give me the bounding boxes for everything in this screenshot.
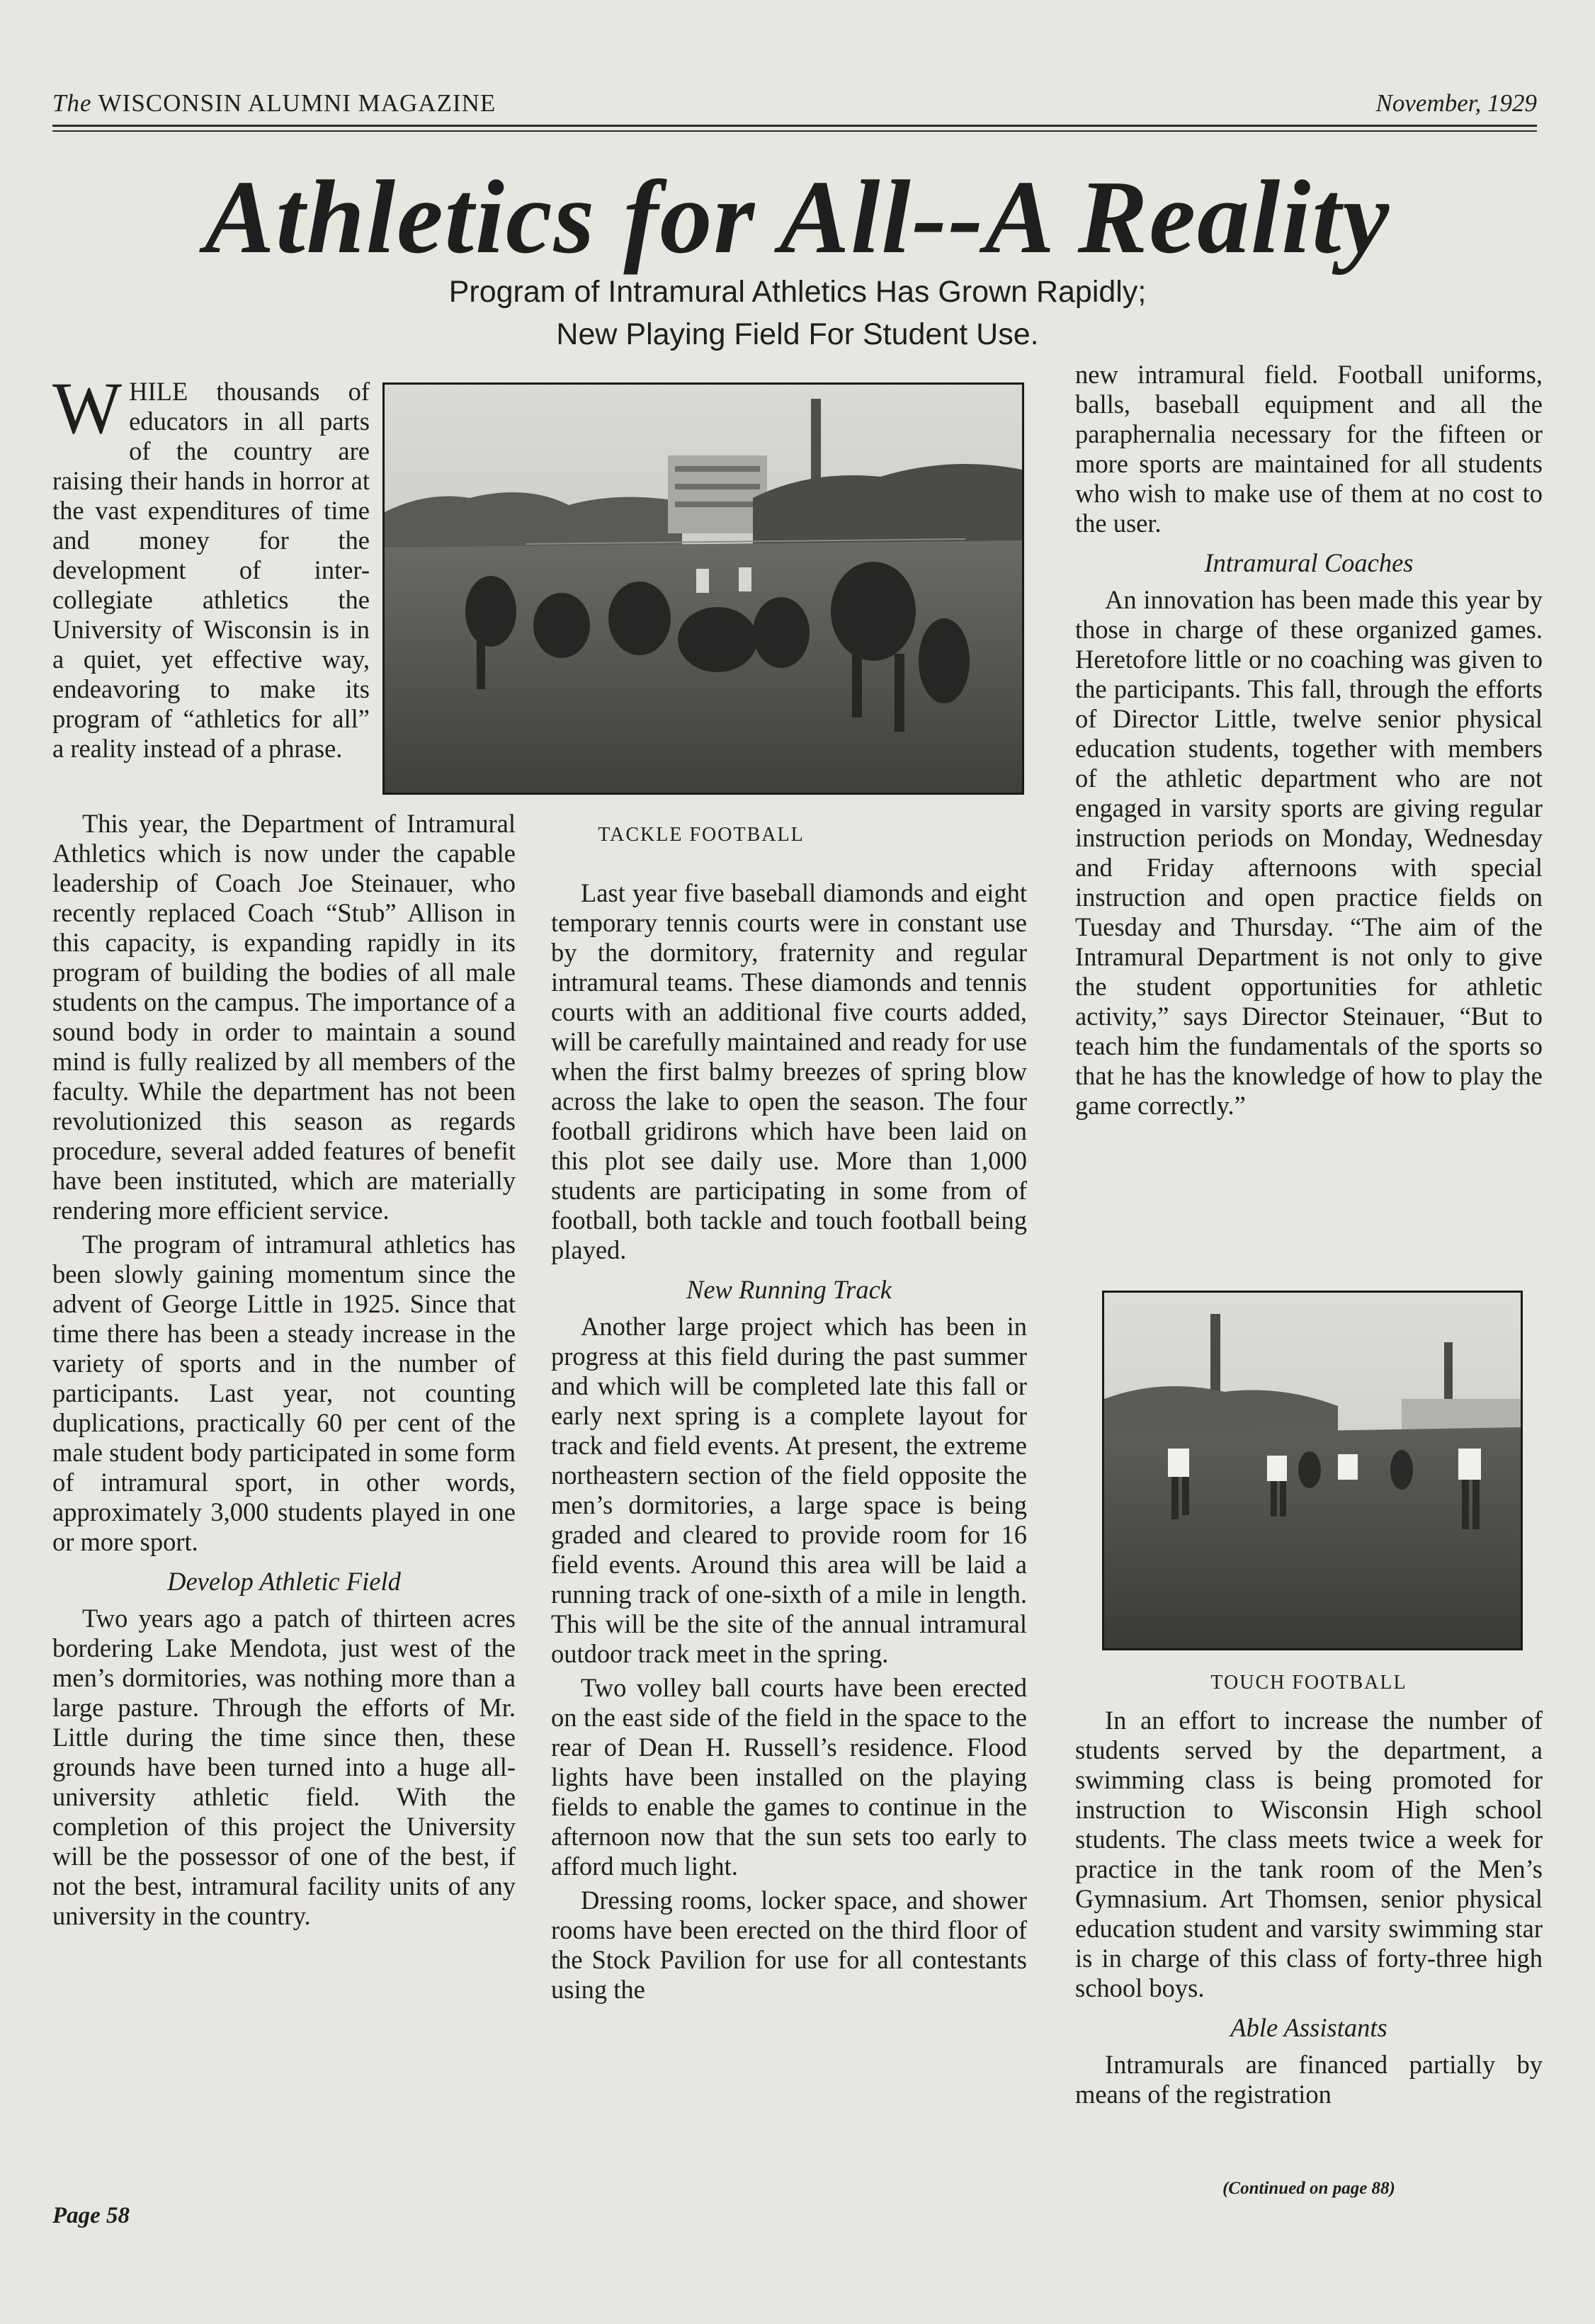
article-column-2 [551, 878, 1027, 2005]
issue-date: November, 1929 [1375, 89, 1537, 117]
col3-paragraph-3: In an effort to increase the number of students served by the department, a swimming class is being promoted for instruction to Wisconsin High school students. The class meets twice a week for practice in the tank room of the Men’s Gymnasium. Art Thomsen, senior physical education student and varsity swimming star is in charge of this class of forty-three high school boys. [1075, 1706, 1543, 2002]
article-title: Athletics for All--A Reality [204, 159, 1391, 276]
col3-paragraph-2: An innovation has been made this year by those in charge of these organized games. Heretofore little or no coaching was given to the participants. This fall, through the efforts of Director Little, twelve senior physical education students, together with members of the athletic department who are not engaged in varsity sports are giving regular instruction periods on Monday, Wednesday and Friday afternoons with special instruction and open practice fields on Tuesday and Thursday. “The aim of the Intramural Department is not only to give the student opportunities for athletic activity,” says Director Steinauer, “But to teach him the fundamentals of the sports so that he has the knowledge of how to play the game correctly.” [1075, 585, 1543, 1120]
intro-text: HILE thousands of educators in all parts of the country are raising their hands in horror at the vast expenditures of time and money for the development of inter-collegiate athletics the University of Wisconsin is in a quiet, yet effective way, endeavoring to make its program of “athletics for all” a reality instead of a phrase. [52, 377, 370, 763]
page-number: Page 58 [52, 2203, 130, 2228]
drop-cap: W [52, 368, 123, 449]
tackle-football-caption: TACKLE FOOTBALL [598, 824, 805, 846]
col1-paragraph-2: The program of intramural athletics has been slowly gaining momentum since the advent of George Little in 1925. Since that time there has been a steady increase in the variety of sports and in the number of participants. Last year, not counting duplications, practically 60 per cent of the male student body participated in some form of intramural sport, in other words, approximately 3,000 students played in one or more sport. [52, 1230, 516, 1556]
article-column-1 [52, 809, 516, 1931]
tackle-football-image [385, 385, 1022, 793]
article-column-3 [1075, 360, 1543, 1121]
col2-paragraph-2: Another large project which has been in progress at this field during the past summer and which will be completed late this fall or early next spring is a complete layout for track and field events. At present, the extreme northeastern section of the field opposite the men’s dormitories, a large space is being graded and cleared to provide room for 16 field events. Around this area will be laid a running track of one-sixth of a mile in length. This will be the site of the annual intramural outdoor track meet in the spring. [551, 1312, 1027, 1668]
magazine-name [52, 89, 496, 118]
col1-paragraph-3: Two years ago a patch of thirteen acres bordering Lake Mendota, just west of the men’s dormitories, was nothing more than a large pasture. Through the efforts of Mr. Little during the time since then, these grounds have been turned into a huge all-university athletic field. With the completion of this project the University will be the possessor of one of the best, if not the best, intramural facility units of any university in the country. [52, 1604, 516, 1930]
subhead-intramural-coaches: Intramural Coaches [1204, 548, 1414, 577]
col3-paragraph-1: new intramural field. Football uniforms, balls, baseball equipment and all the paraphernalia necessary for the fifteen or more sports are maintained for all students who wish to make use of them at no cost to the user. [1075, 360, 1543, 538]
col2-paragraph-4: Dressing rooms, locker space, and shower rooms have been erected on the third floor of the Stock Pavilion for use for all contestants using the [551, 1886, 1027, 2004]
touch-football-image [1104, 1293, 1521, 1648]
article-intro [52, 368, 370, 764]
article-subtitle-line1: Program of Intramural Athletics Has Grown Rapidly; [448, 275, 1147, 309]
touch-football-caption: TOUCH FOOTBALL [1210, 1672, 1407, 1694]
col2-paragraph-3: Two volley ball courts have been erected on the east side of the field in the space to the rear of Dean H. Russell’s residence. Flood lights have been installed on the playing fields to enable the games to continue in the afternoon now that the sun sets too early to afford much light. [551, 1673, 1027, 1881]
header-rule [52, 125, 1537, 127]
header-rule-secondary [52, 130, 1537, 132]
magazine-name-prefix: The [52, 89, 92, 117]
col2-paragraph-1: Last year five baseball diamonds and eight temporary tennis courts were in constant use by the dormitory, fraternity and regular intramural teams. These diamonds and tennis courts with an additional five courts added, will be carefully maintained and ready for use when the first balmy breezes of spring blow across the lake to open the season. The four football gridirons which have been laid on this plot see daily use. More than 1,000 students are participating in some from of football, both tackle and touch football being played. [551, 878, 1027, 1264]
col1-paragraph-1: This year, the Department of Intramural Athletics which is now under the capable leadership of Coach Joe Steinauer, who recently replaced Coach “Stub” Allison in this capacity, is expanding rapidly in its program of building the bodies of all male students on the campus. The importance of a sound body in order to maintain a sound mind is fully realized by all members of the faculty. While the department has not been revolutionized this season as regards procedure, several added features of benefit have been instituted, which are materially rendering more efficient service. [52, 809, 516, 1225]
article-column-3-bottom [1075, 1706, 1543, 2109]
subhead-new-running-track: New Running Track [686, 1275, 892, 1304]
continued-notice: (Continued on page 88) [1222, 2179, 1395, 2198]
tackle-football-photo [382, 382, 1024, 795]
magazine-name-text: WISCONSIN ALUMNI MAGAZINE [98, 89, 496, 117]
subhead-develop-athletic-field: Develop Athletic Field [167, 1567, 401, 1596]
subhead-able-assistants: Able Assistants [1230, 2013, 1387, 2042]
running-header [52, 89, 1537, 123]
intro-paragraph [52, 368, 370, 764]
touch-football-photo [1102, 1291, 1523, 1650]
article-subtitle-line2: New Playing Field For Student Use. [556, 317, 1039, 351]
col3-paragraph-4: Intramurals are financed partially by means of the registration [1075, 2050, 1543, 2109]
